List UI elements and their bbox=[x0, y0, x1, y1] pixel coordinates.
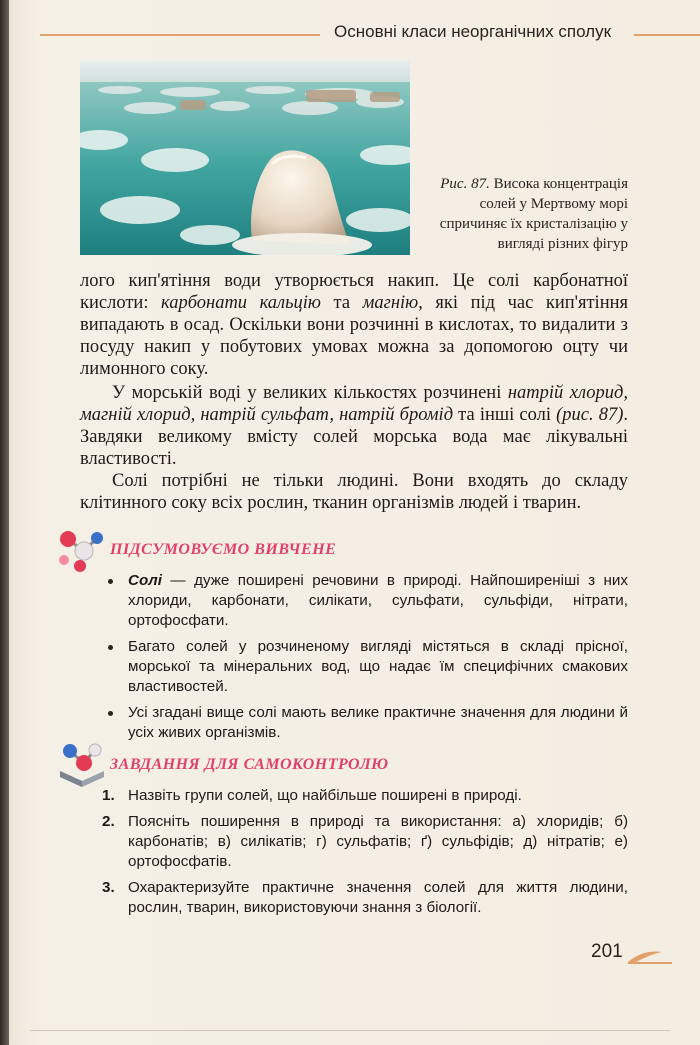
task-text: Поясніть поширення в природі та використання: а) хлоридів; б) карбонатів; в) силікатів; г) сульфатів; ґ) сульфідів; д) нітратів; е) ортофосфатів. bbox=[128, 813, 628, 870]
summary-heading: ПІДСУМОВУЄМО ВИВЧЕНЕ bbox=[110, 541, 337, 558]
figure-caption-text: Висока концентрація солей у Мертвому морі спричиняє їх кристалізацію у вигляді різних фігур bbox=[439, 176, 628, 252]
summary-item bbox=[100, 703, 628, 743]
summary-item bbox=[100, 571, 628, 631]
task-item bbox=[100, 812, 628, 872]
p2-figure-ref: (рис. 87) bbox=[556, 405, 624, 425]
task-text: Охарактеризуйте практичне значення солей для життя людини, рослин, тварин, використовуючи знання з біології. bbox=[128, 879, 628, 916]
p1-term-magnesium: магнію bbox=[362, 293, 419, 313]
p1-text-2: та bbox=[320, 293, 363, 313]
figure-caption bbox=[418, 174, 628, 254]
chapter-title: Основні класи неорганічних сполук bbox=[334, 22, 612, 41]
bullet-dot bbox=[108, 645, 113, 650]
header-rule-right bbox=[634, 34, 700, 36]
task-number: 2. bbox=[102, 813, 115, 830]
running-header bbox=[40, 20, 700, 48]
page-number: 201 bbox=[591, 941, 623, 962]
bullet-dot bbox=[108, 579, 113, 584]
p2-term-salts: натрій хлорид, магній хлорид, натрій сульфат, натрій бромід bbox=[80, 383, 628, 425]
dead-sea-photo bbox=[80, 60, 410, 255]
bullet-dot bbox=[108, 711, 113, 716]
task-item bbox=[100, 786, 628, 806]
summary-list bbox=[100, 571, 628, 749]
summary-item-text: — дуже поширені речовини в природі. Найпоширеніші з них хлориди, карбонати, силікати, сульфати, сульфіди, нітрати, ортофосфати. bbox=[128, 572, 628, 629]
page-bottom-edge bbox=[30, 1030, 670, 1031]
p2-text-3: . Завдяки великому вмісту солей морська вода має лікувальні властивості. bbox=[80, 405, 628, 469]
tasks-list bbox=[100, 786, 628, 924]
task-text: Назвіть групи солей, що найбільше поширені в природі. bbox=[128, 787, 522, 804]
p1-text-1: лого кип'ятіння води утворюється накип. Це солі карбонатної кислоти: bbox=[80, 271, 628, 313]
task-number: 1. bbox=[102, 787, 115, 804]
summary-item-text: Багато солей у розчиненому вигляді містяться в складі прісної, морської та мінеральних вод, що надає їм специфічних смакових властивостей. bbox=[128, 638, 628, 695]
p1-term-calcium-carbonates: карбонати кальцію bbox=[161, 293, 321, 313]
header-rule-left bbox=[40, 34, 320, 36]
summary-term-salts: Солі bbox=[128, 572, 162, 589]
book-spine bbox=[0, 0, 9, 1045]
book-molecule-icon bbox=[56, 741, 108, 792]
summary-item-text: Усі згадані вище солі мають велике практичне значення для людини й усіх живих організмів. bbox=[128, 704, 628, 741]
tasks-heading: ЗАВДАННЯ ДЛЯ САМОКОНТРОЛЮ bbox=[110, 756, 389, 773]
p2-text-1: У морській воді у великих кількостях розчинені bbox=[112, 383, 508, 403]
paragraph-living-organisms: Солі потрібні не тільки людині. Вони входять до складу клітинного соку всіх рослин, тканин організмів людей і тварин. bbox=[80, 471, 628, 513]
task-number: 3. bbox=[102, 879, 115, 896]
molecule-icon bbox=[56, 527, 104, 578]
task-item bbox=[100, 878, 628, 918]
dead-sea-illustration bbox=[80, 60, 410, 255]
p1-text-3: , які під час кип'ятіння випадають в осад. Оскільки вони розчинні в кислотах, то видалити з посуду накип у побутових умовах можна за допомогою оцту чи лимонного соку. bbox=[80, 293, 628, 379]
paragraph-scale bbox=[80, 270, 628, 380]
paragraph-sea-water bbox=[80, 382, 628, 470]
summary-item bbox=[100, 637, 628, 697]
page-corner-decoration bbox=[628, 944, 672, 969]
figure-label: Рис. 87. bbox=[440, 176, 490, 192]
p2-text-2: та інші солі bbox=[453, 405, 557, 425]
